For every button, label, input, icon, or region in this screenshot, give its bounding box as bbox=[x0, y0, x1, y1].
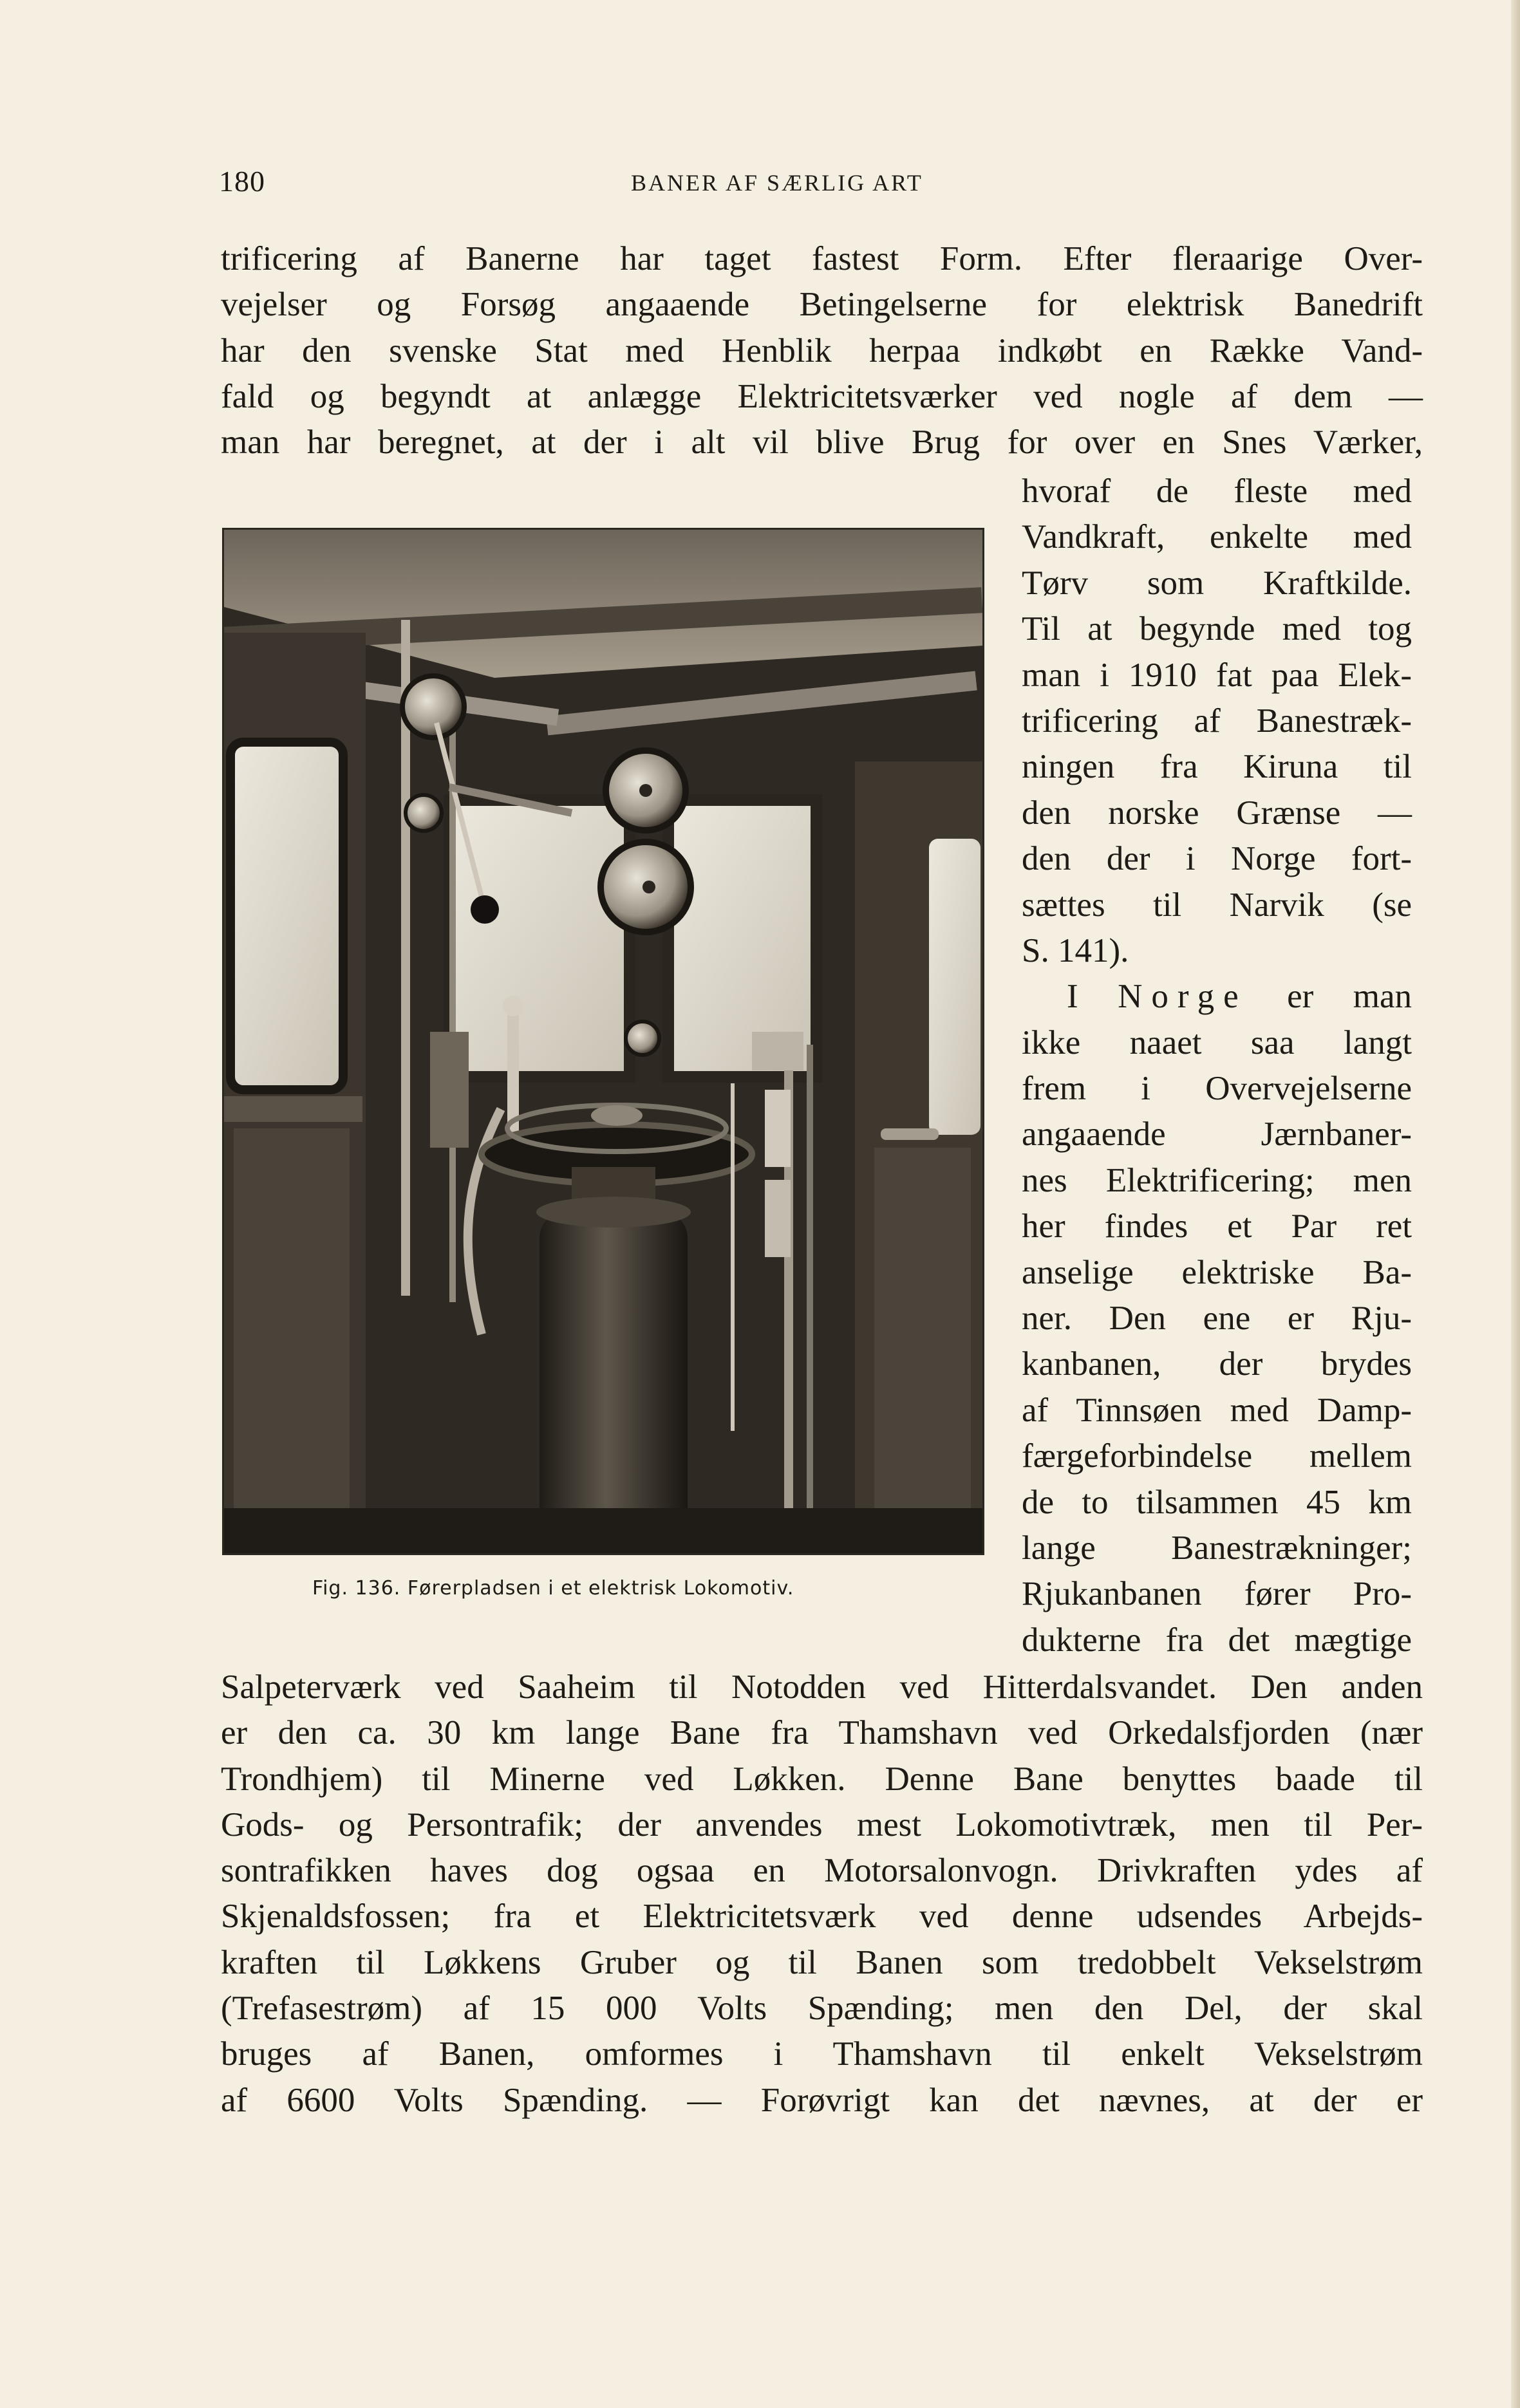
text-line: nes Elektrificering; men bbox=[1022, 1161, 1412, 1199]
text-line: den norske Grænse — bbox=[1022, 794, 1412, 832]
text-line: Rjukanbanen fører Pro- bbox=[1022, 1575, 1412, 1613]
text-line: de to tilsammen 45 km bbox=[1022, 1483, 1412, 1521]
text-emphasis-norge: Norge bbox=[1118, 978, 1248, 1016]
top-paragraph bbox=[221, 236, 1423, 465]
side-column-text bbox=[1022, 469, 1412, 1663]
text-line: frem i Overvejelserne bbox=[1022, 1070, 1412, 1108]
text-fragment: I bbox=[1067, 978, 1078, 1016]
text-line: trificering af Banestræk- bbox=[1022, 702, 1412, 740]
text-line: dukterne fra det mægtige bbox=[1022, 1621, 1412, 1659]
text-line: Trondhjem) til Minerne ved Løkken. Denne Bane benyttes baade til bbox=[221, 1760, 1423, 1798]
text-line: færgeforbindelse mellem bbox=[1022, 1437, 1412, 1475]
text-line: (Trefasestrøm) af 15 000 Volts Spænding; men den Del, der skal bbox=[221, 1990, 1423, 2028]
text-line: ikke naaet saa langt bbox=[1022, 1023, 1412, 1061]
text-line: bruges af Banen, omformes i Thamshavn til enkelt Vekselstrøm bbox=[221, 2035, 1423, 2073]
text-line: ningen fra Kiruna til bbox=[1022, 748, 1412, 786]
text-line: S. 141). bbox=[1022, 931, 1129, 969]
text-line: sættes til Narvik (se bbox=[1022, 886, 1412, 924]
text-line: ner. Den ene er Rju- bbox=[1022, 1300, 1412, 1338]
text-fragment: er man bbox=[1287, 978, 1412, 1016]
text-line: Tørv som Kraftkilde. bbox=[1022, 564, 1412, 602]
text-line-norge bbox=[1022, 974, 1412, 1020]
running-title: BANER AF SÆRLIG ART bbox=[631, 170, 923, 196]
text-line: Til at begynde med tog bbox=[1022, 610, 1412, 648]
text-line: har den svenske Stat med Henblik herpaa indkøbt en Række Vand- bbox=[221, 331, 1423, 369]
text-line: trificering af Banerne har taget fastest Form. Efter fleraarige Over- bbox=[221, 240, 1423, 277]
text-line: Vandkraft, enkelte med bbox=[1022, 518, 1412, 556]
text-line: Salpeterværk ved Saaheim til Notodden ved Hitterdalsvandet. Den anden bbox=[221, 1668, 1423, 1706]
text-line: lange Banestrækninger; bbox=[1022, 1529, 1412, 1567]
text-line: her findes et Par ret bbox=[1022, 1208, 1412, 1246]
text-line: er den ca. 30 km lange Bane fra Thamshavn ved Orkedalsfjorden (nær bbox=[221, 1714, 1423, 1752]
text-line: vejelser og Forsøg angaaende Betingelserne for elektrisk Banedrift bbox=[221, 286, 1423, 324]
text-line: hvoraf de fleste med bbox=[1022, 472, 1412, 510]
text-line: Gods- og Persontrafik; der anvendes mest Lokomotivtræk, men til Per- bbox=[221, 1806, 1423, 1843]
text-line: angaaende Jærnbaner- bbox=[1022, 1115, 1412, 1153]
text-line: fald og begyndt at anlægge Elektricitetsværker ved nogle af dem — bbox=[221, 377, 1423, 415]
text-line: man har beregnet, at der i alt vil blive Brug for over en Snes Værker, bbox=[221, 424, 1423, 462]
text-line: man i 1910 fat paa Elek- bbox=[1022, 656, 1412, 694]
text-line: sontrafikken haves dog ogsaa en Motorsalonvogn. Drivkraften ydes af bbox=[221, 1852, 1423, 1890]
page-number: 180 bbox=[219, 165, 265, 198]
figure-caption: Fig. 136. Førerpladsen i et elektrisk Lokomotiv. bbox=[312, 1577, 794, 1600]
photo-illustration bbox=[224, 530, 982, 1553]
text-line: kanbanen, der brydes bbox=[1022, 1345, 1412, 1383]
page-edge bbox=[1511, 0, 1520, 2408]
text-line: af Tinnsøen med Damp- bbox=[1022, 1391, 1412, 1429]
text-line: den der i Norge fort- bbox=[1022, 840, 1412, 878]
text-line: Skjenaldsfossen; fra et Elektricitetsværk ved denne udsendes Arbejds- bbox=[221, 1898, 1423, 1936]
locomotive-cab-photo bbox=[222, 528, 984, 1555]
text-line: kraften til Løkkens Gruber og til Banen som tredobbelt Vekselstrøm bbox=[221, 1943, 1423, 1981]
page-header bbox=[219, 164, 1423, 209]
text-line: anselige elektriske Ba- bbox=[1022, 1253, 1412, 1291]
bottom-paragraph bbox=[221, 1665, 1423, 2123]
text-line: af 6600 Volts Spænding. — Forøvrigt kan det nævnes, at der er bbox=[221, 2081, 1423, 2119]
